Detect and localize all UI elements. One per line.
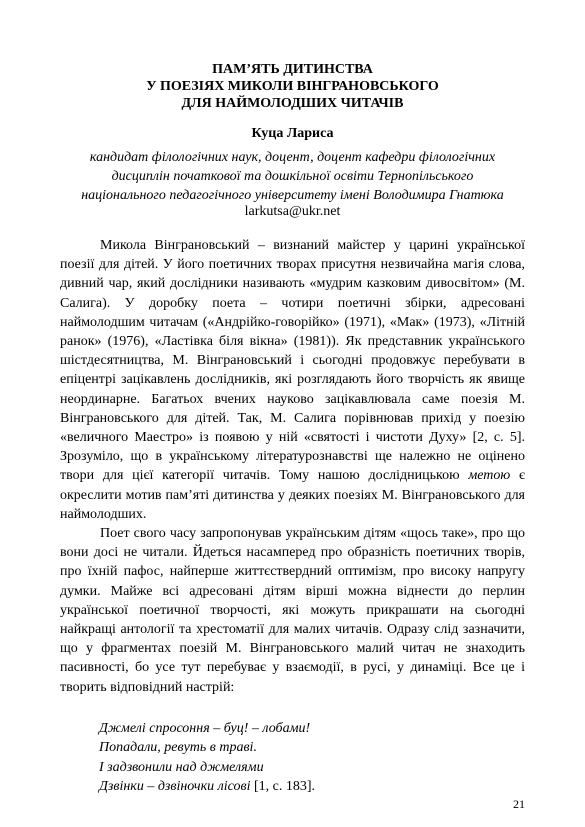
affiliation-line-3: національного педагогічного університету імені Володимира Гнатюка: [81, 188, 504, 203]
paragraph-1-tail: є окреслити мотив пам’яті дитинства у деяких поезіях М. Вінграновського для наймолодших.: [60, 468, 525, 522]
author-name: Куца Лариса: [251, 126, 334, 141]
affiliation-line-1: кандидат філологічних наук, доцент, доцент кафедри філологічних: [89, 150, 496, 165]
affiliation-line-2: дисциплін початкової та дошкільної освіти Тернопільського: [111, 169, 474, 184]
article-body: [60, 236, 525, 697]
paragraph-1: [60, 236, 525, 524]
verse-line-4: [99, 777, 315, 796]
paragraph-2: Поет свого часу запропонував українським дітям «щось таке», про що вони досі не читали. Йдеться насамперед про образність поетичних творів, про їхній пафос, найперше життєствердний оптимізм, про високу напругу думки. Майже всі адресовані дітям вірші можна віднести до перлин української поетичної творчості, які можуть прикрашати на сьогодні найкращі антології та хрестоматії для малих читачів. Одразу слід зазначити, що у фрагментах поезій М. Вінграновського малий читач не знаходить пасивності, бо усе тут перебуває у взаємодії, в русі, у динаміці. Все це і творить відповідний настрій:: [60, 526, 525, 695]
author-affiliation: [55, 148, 530, 205]
verse-citation: [1, с. 183].: [250, 779, 316, 795]
verse-line-4-text: Дзвінки – дзвіночки лісові: [99, 779, 251, 795]
author-email: larkutsa@ukr.net: [244, 204, 341, 219]
title-line-3: ДЛЯ НАЙМОЛОДШИХ ЧИТАЧІВ: [181, 96, 404, 111]
verse-line-2: Попадали, ревуть в траві.: [99, 740, 257, 756]
verse-line-3: І задзвонили над джмелями: [99, 759, 264, 775]
title-line-2: У ПОЕЗІЯХ МИКОЛИ ВІНГРАНОВСЬКОГО: [146, 79, 439, 94]
emphasis-word: метою: [468, 468, 511, 484]
title-line-1: ПАМ’ЯТЬ ДИТИНСТВА: [212, 62, 373, 77]
page-number: 21: [513, 797, 525, 811]
verse-quote: [99, 719, 315, 797]
paragraph-1-text: Микола Вінграновський – визнаний майстер у царині української поезії для дітей. У його поетичних творах присутня незвичайна магія слова, дивний чар, який дослідники називають «мудрим казковим дивосвітом» (М. Салига). У доробку поета – чотири поетичні збірки, адресовані наймолодшим читачам («Андрійко-говорійко» (1971), «Мак» (1973), «Літній ранок» (1976), «Ластівка біля вікна» (1981)). Як представник українського шістдесятництва, М. Вінграновський і сьогодні продовжує перебувати в епіцентрі зацікавлень дослідників, які розглядають його творчість як явище неординарне. Багатьох вчених науково зацікавлювала саме поезія М. Вінграновського для дітей. Так, М. Салига порівнював прихід у поезію «величного Маестро» із появою у ній «святості і чистоти Духу» [2, с. 5]. Зрозуміло, що в українському літературознавстві ще належно не оцінено твори для цієї категорії читачів. Тому нашою дослідницькою: [60, 238, 525, 484]
article-title: [60, 61, 525, 112]
verse-line-1: Джмелі спросоння – буц! – лобами!: [99, 721, 311, 736]
